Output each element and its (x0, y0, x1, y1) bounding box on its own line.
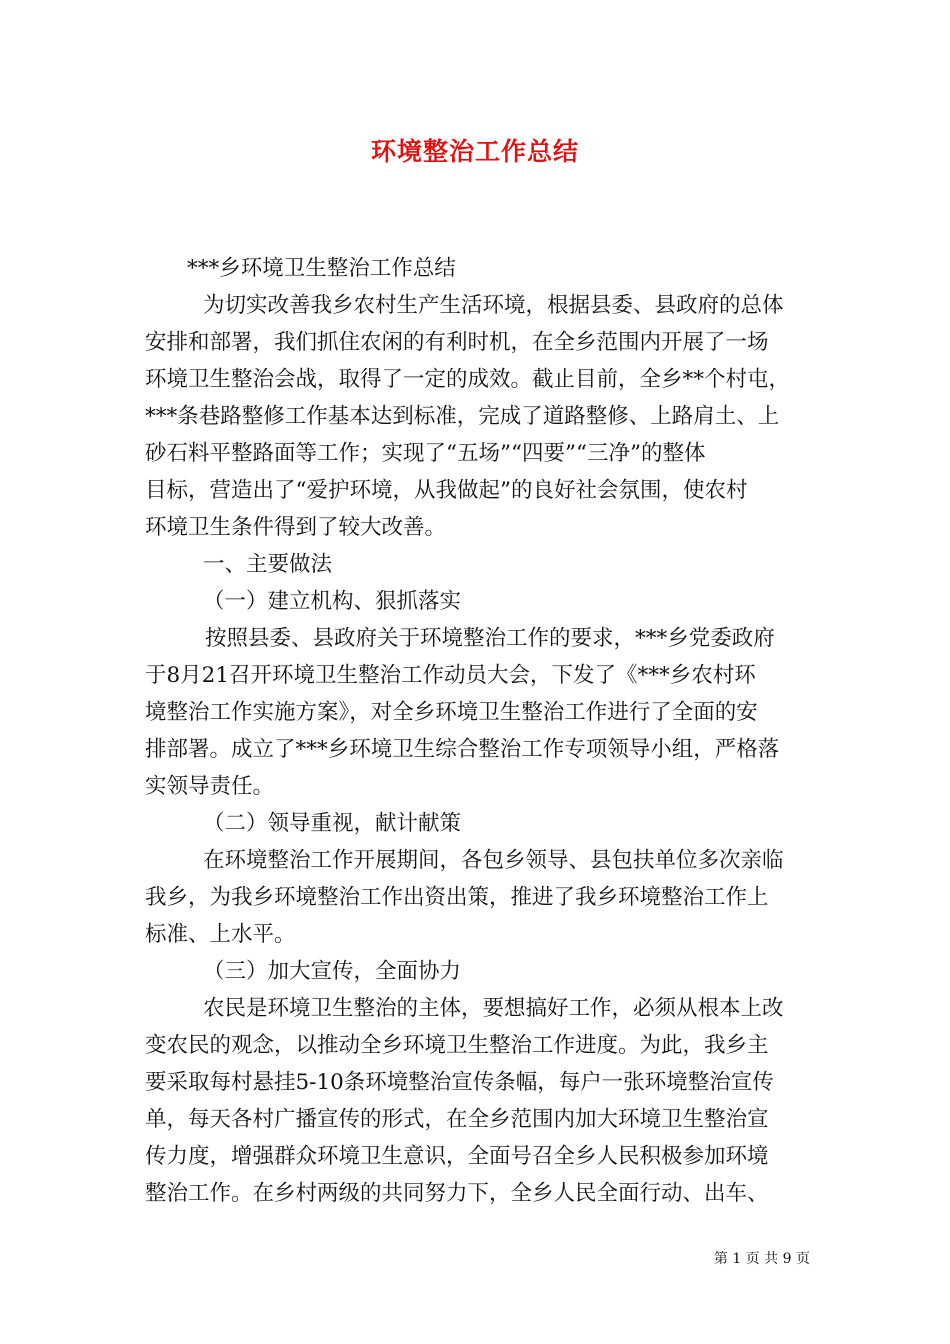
text-line: 要采取每村悬挂5-10条环境整治宣传条幅，每户一张环境整治宣传 (145, 1070, 774, 1095)
text-line: 于8月21召开环境卫生整治工作动员大会，下发了《***乡农村环 (145, 663, 756, 688)
text-line: 砂石料平整路面等工作；实现了“五场”“四要”“三净”的整体 (145, 441, 706, 466)
text-line: 单，每天各村广播宣传的形式，在全乡范围内加大环境卫生整治宣 (145, 1107, 769, 1132)
text-line: 环境卫生整治会战，取得了一定的成效。截止目前，全乡**个村屯， (145, 367, 791, 392)
text-line: 安排和部署，我们抓住农闲的有利时机，在全乡范围内开展了一场 (145, 330, 769, 355)
text-line: （二）领导重视，献计献策 (203, 811, 462, 836)
text-line: （一）建立机构、狠抓落实 (203, 589, 462, 614)
text-line: ***条巷路整修工作基本达到标准，完成了道路整修、上路肩土、上 (145, 404, 780, 429)
text-line: 一、主要做法 (203, 552, 333, 577)
text-line: 目标，营造出了“爱护环境，从我做起”的良好社会氛围，使农村 (145, 478, 748, 503)
text-line: 标准、上水平。 (145, 922, 296, 947)
text-line: 实领导责任。 (145, 774, 275, 799)
document-body (145, 250, 810, 1212)
text-line: 整治工作。在乡村两级的共同努力下，全乡人民全面行动、出车、 (145, 1181, 769, 1206)
text-line: 环境卫生条件得到了较大改善。 (145, 515, 447, 540)
text-line: 传力度，增强群众环境卫生意识，全面号召全乡人民积极参加环境 (145, 1144, 769, 1169)
document-title: 环境整治工作总结 (370, 137, 579, 166)
text-line: 在环境整治工作开展期间，各包乡领导、县包扶单位多次亲临 (203, 848, 784, 873)
text-line: 排部署。成立了***乡环境卫生综合整治工作专项领导小组，严格落 (145, 737, 780, 762)
text-line: ***乡环境卫生整治工作总结 (187, 256, 456, 281)
text-line: 按照县委、县政府关于环境整治工作的要求，***乡党委政府 (205, 626, 775, 651)
text-line: 变农民的观念，以推动全乡环境卫生整治工作进度。为此，我乡主 (145, 1033, 769, 1058)
text-line: （三）加大宣传，全面协力 (203, 959, 462, 984)
text-line: 为切实改善我乡农村生产生活环境，根据县委、县政府的总体 (203, 293, 784, 318)
page-number: 第 1 页 共 9 页 (713, 1251, 810, 1267)
text-line: 我乡，为我乡环境整治工作出资出策，推进了我乡环境整治工作上 (145, 885, 769, 910)
text-line: 农民是环境卫生整治的主体，要想搞好工作，必须从根本上改 (203, 996, 784, 1021)
text-line: 境整治工作实施方案》，对全乡环境卫生整治工作进行了全面的安 (145, 700, 758, 725)
